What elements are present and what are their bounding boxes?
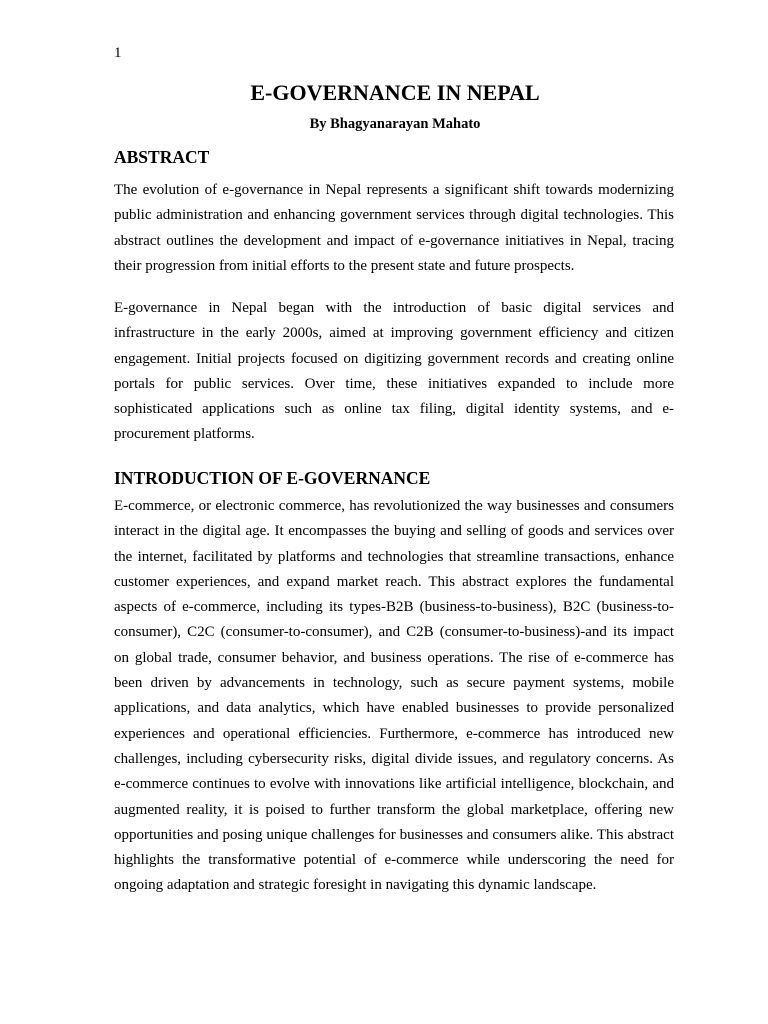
introduction-paragraph: E-commerce, or electronic commerce, has revolutionized the way businesses and consumers interact in the digital age. It encompasses the buying and selling of goods and services over the internet, facilitated by platforms and technologies that streamline transactions, enhance customer experiences, and expand market reach. This abstract explores the fundamental aspects of e-commerce, including its types-B2B (business-to-business), B2C (business-to-consumer), C2C (consumer-to-consumer), and C2B (consumer-to-business)-and its impact on global trade, consumer behavior, and business operations. The rise of e-commerce has been driven by advancements in technology, such as secure payment systems, mobile applications, and data analytics, which have enabled businesses to provide personalized experiences and operational efficiencies. Furthermore, e-commerce has introduced new challenges, including cybersecurity risks, digital divide issues, and regulatory concerns. As e-commerce continues to evolve with innovations like artificial intelligence, blockchain, and augmented reality, it is poised to further transform the global marketplace, offering new opportunities and posing unique challenges for businesses and consumers alike. This abstract highlights the transformative potential of e-commerce while underscoring the need for ongoing adaptation and strategic foresight in navigating this dynamic landscape.: [114, 498, 674, 894]
abstract-paragraph: The evolution of e-governance in Nepal represents a significant shift towards modernizing public administration and enhancing government services through digital technologies. This abstract outlines the development and impact of e-governance initiatives in Nepal, tracing their progression from initial efforts to the present state and future prospects.: [114, 182, 674, 274]
abstract-paragraph: E-governance in Nepal began with the introduction of basic digital services and infrastructure in the early 2000s, aimed at improving government efficiency and citizen engagement. Initial projects focused on digitizing government records and creating online portals for public services. Over time, these initiatives expanded to include more sophisticated applications such as online tax filing, digital identity systems, and e-procurement platforms.: [114, 300, 674, 443]
document-title: E-GOVERNANCE IN NEPAL: [250, 80, 540, 105]
abstract-heading: ABSTRACT: [114, 147, 210, 167]
document-author: By Bhagyanarayan Mahato: [309, 116, 481, 132]
page-number: 1: [114, 45, 122, 61]
introduction-heading: INTRODUCTION OF E-GOVERNANCE: [114, 468, 431, 488]
